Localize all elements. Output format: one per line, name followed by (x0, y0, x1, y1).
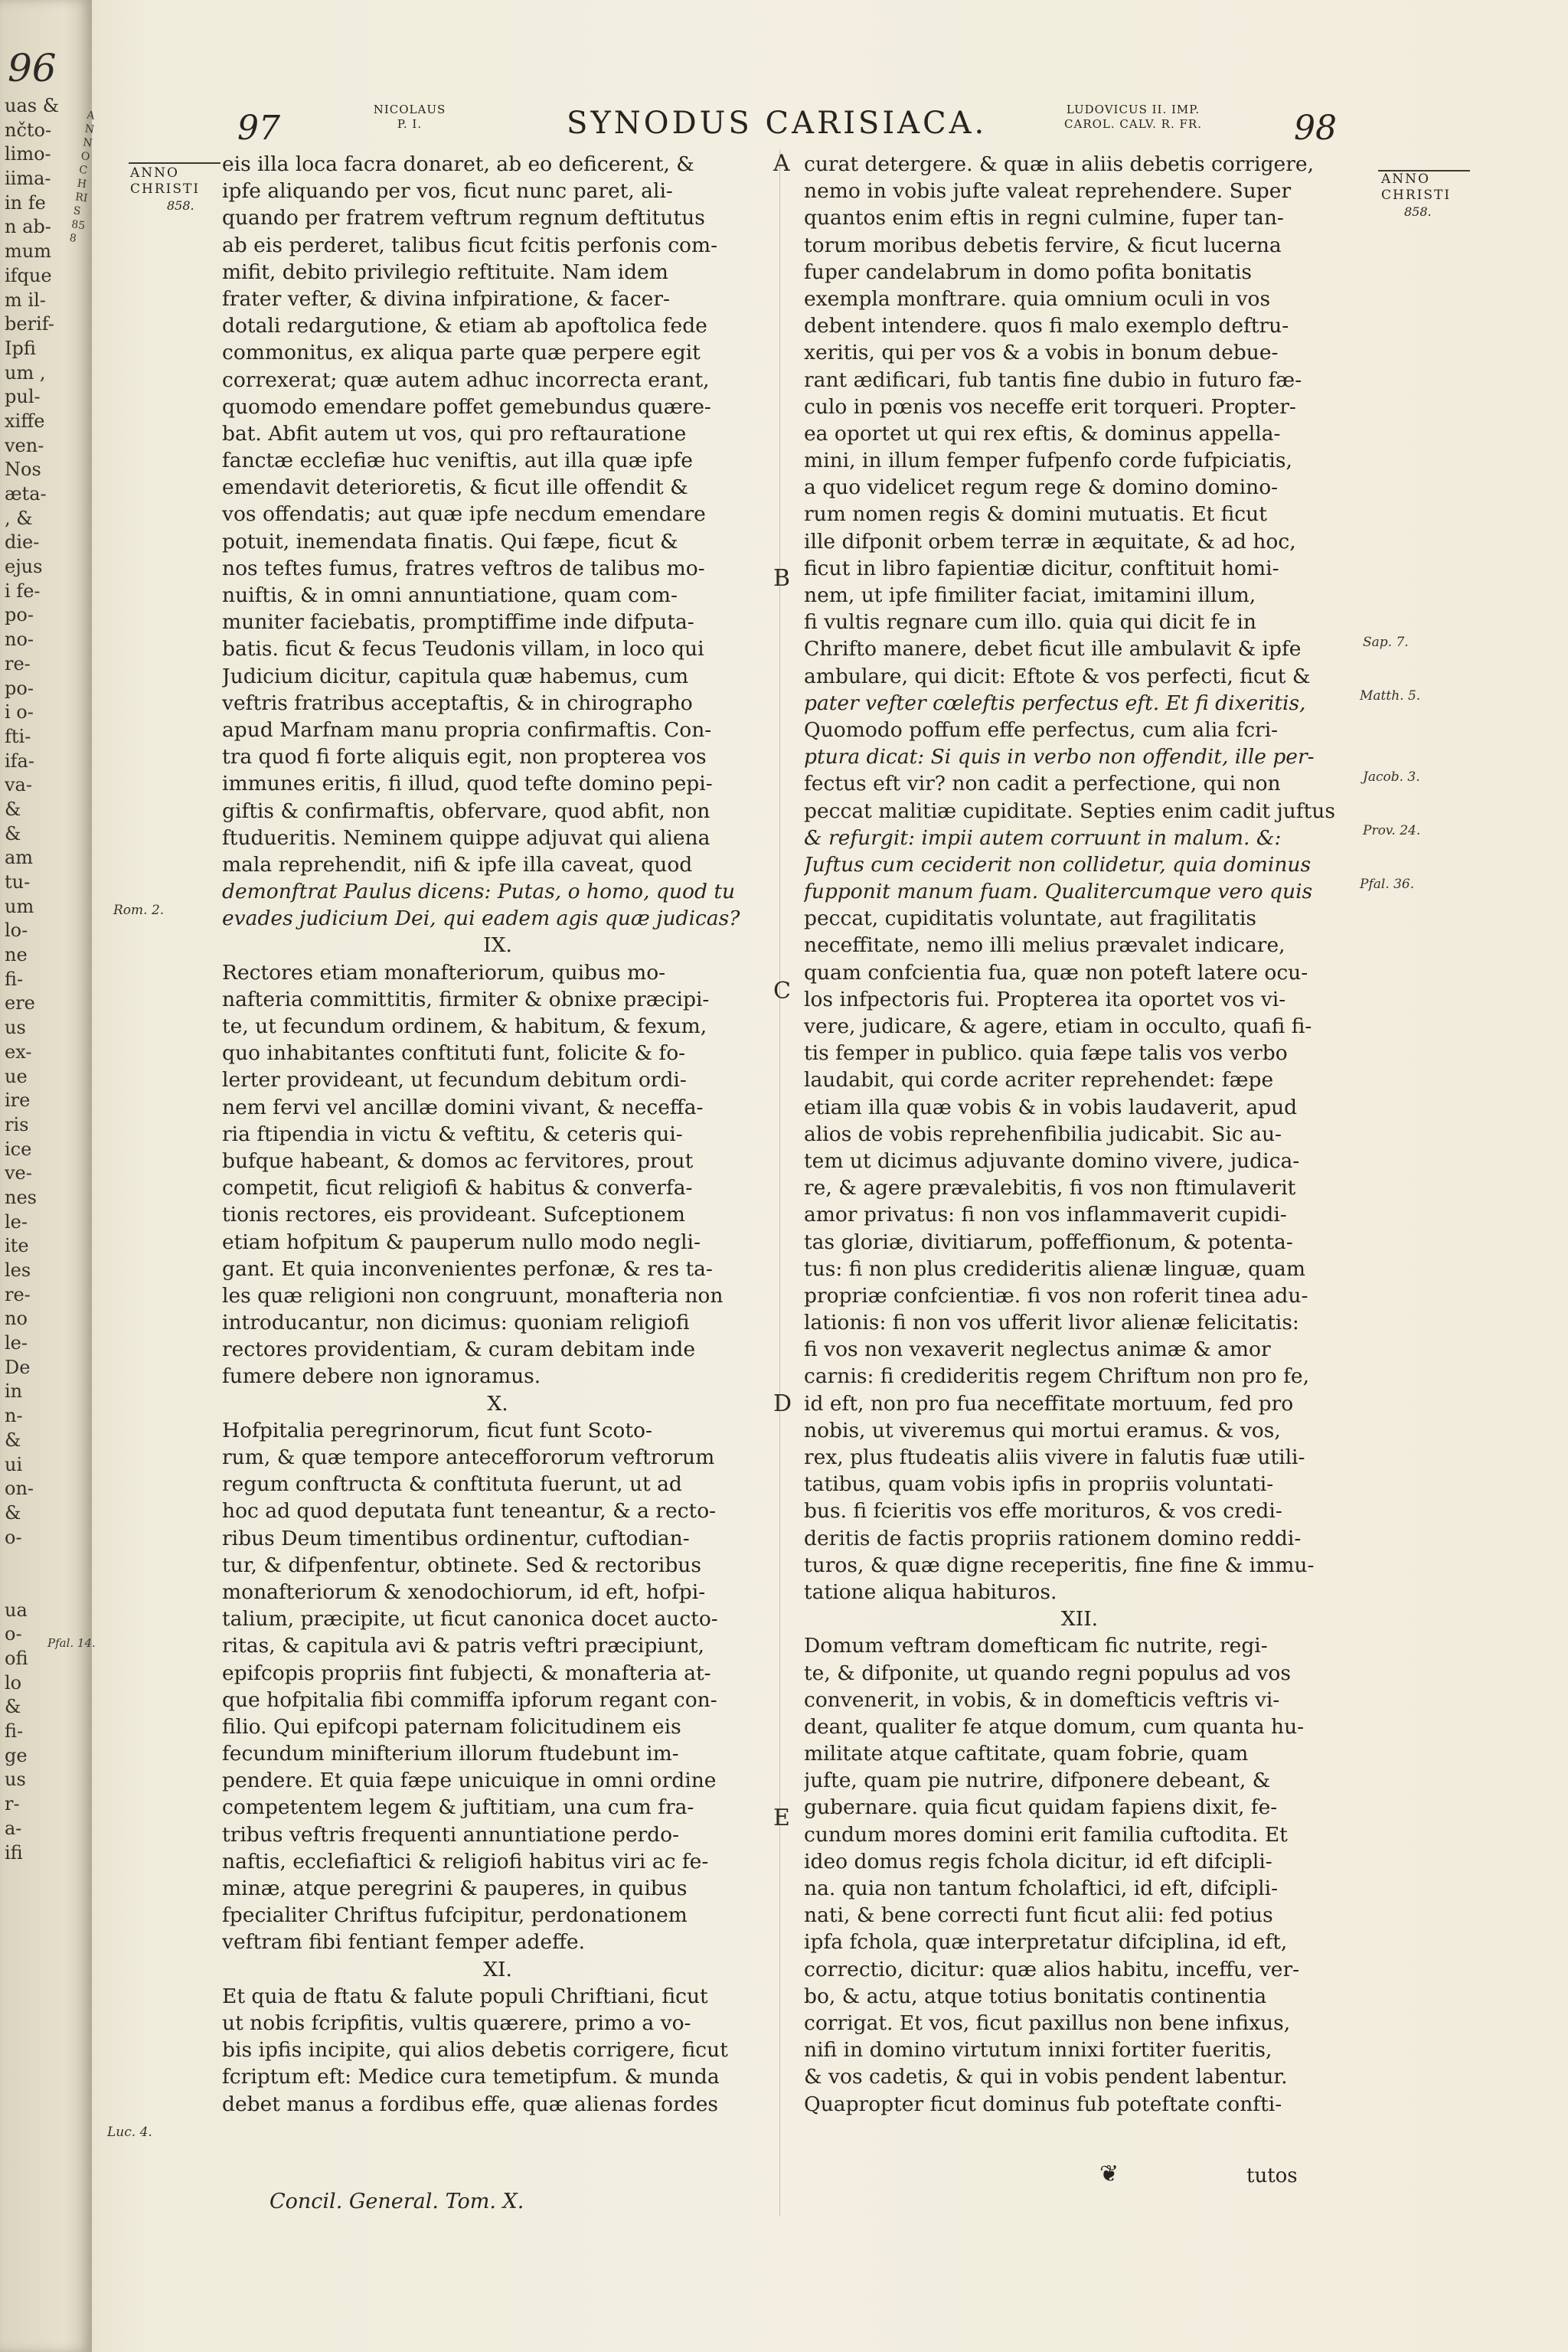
text-line: quo inhabitantes conftituti funt, folicite & fo- (222, 1041, 686, 1066)
text-line: quantos enim eftis in regni culmine, fuper tan- (804, 206, 1284, 230)
text-line: nifi in domino virtutum innixi fortiter fueritis, (804, 2038, 1272, 2063)
text-line: vos offendatis; aut quæ ipfe necdum emendare (222, 502, 706, 527)
section-letter-a: A (773, 150, 790, 177)
text-line: Quapropter ficut dominus fub poteftate confti- (804, 2092, 1282, 2116)
margin-note-rom: Rom. 2. (113, 903, 165, 918)
text-line: nos teftes fumus, fratres veftros de talibus mo- (222, 556, 705, 580)
edge-fragment: re- (5, 652, 31, 675)
header-left-small-line: P. I. (397, 117, 423, 131)
edge-fragment: ve- (5, 1162, 32, 1184)
text-line: na. quia non tantum fcholaftici, id eft, difcipli- (804, 1877, 1279, 1900)
text-line: deant, qualiter fe atque domum, cum quanta hu- (804, 1714, 1305, 1739)
text-line: potuit, inemendata finatis. Qui fæpe, ficut & (222, 529, 678, 554)
text-line: rectores providentiam, & curam debitam inde (222, 1338, 696, 1362)
text-line: bo, & actu, atque totius bonitatis continentia (804, 1984, 1267, 2008)
edge-fragment: nes (5, 1186, 37, 1208)
text-line: ea oportet ut qui rex eftis, & dominus appella- (804, 421, 1281, 446)
edge-fragment: les (5, 1259, 31, 1281)
text-line: rum nomen regis & domini mutuatis. Et ficut (804, 502, 1267, 527)
text-line: lationis: fi non vos ufferit livor alienæ felicitatis: (804, 1311, 1299, 1335)
edge-fragment: ifque (5, 264, 52, 286)
text-line: competentem legem & juftitiam, una cum fra- (222, 1795, 694, 1820)
edge-fragment (5, 1550, 84, 1574)
text-line: jufte, quam pie nutrire, difponere debeant, & (804, 1769, 1271, 1793)
text-line: filio. Qui epifcopi paternam folicitudinem eis (222, 1714, 681, 1739)
header-right-small-line: CAROL. CALV. R. FR. (1064, 117, 1202, 131)
edge-fragment: lo- (5, 920, 28, 942)
text-line: bus. fi fcieritis vos effe morituros, & vos credi- (804, 1499, 1282, 1524)
edge-fragment: & (5, 1429, 21, 1451)
text-line: xeritis, qui per vos & a vobis in bonum debue- (804, 341, 1279, 365)
text-line: batis. ficut & fecus Teudonis villam, in loco qui (222, 637, 704, 662)
margin-note-prov: Prov. 24. (1363, 823, 1421, 838)
edge-fragment: ere (5, 992, 35, 1014)
edge-fragment: ui (5, 1453, 23, 1475)
edge-fragment: ite (5, 1235, 29, 1257)
text-line: gant. Et quia inconvenientes perfonæ, & res ta- (222, 1256, 713, 1281)
year-box-left (130, 165, 200, 214)
edge-fragment: die- (5, 531, 40, 554)
text-line: Rectores etiam monafteriorum, quibus mo- (222, 960, 666, 985)
text-line: nati, & bene correcti funt ficut alii: fed potius (804, 1903, 1273, 1928)
text-line: te, & difponite, ut quando regni populus ad vos (804, 1661, 1291, 1685)
section-letter-c: C (773, 978, 791, 1004)
edge-fragment: lo (5, 1671, 22, 1694)
text-line: cundum mores domini erit familia cuftodita. Et (804, 1822, 1288, 1847)
header-left-small (360, 103, 459, 132)
text-line: dotali redargutione, & etiam ab apoftolica fede (222, 314, 707, 338)
text-line: eis illa loca facra donaret, ab eo deficerent, & (222, 152, 694, 176)
page-number-left: 97 (237, 109, 280, 148)
text-line: ptura dicat: Si quis in verbo non offendit, ille per- (804, 745, 1315, 769)
text-line: monafteriorum & xenodochiorum, id eft, hofpi- (222, 1579, 706, 1604)
edge-fragment: iima- (5, 168, 51, 190)
edge-fragment: ven- (5, 434, 44, 456)
text-line: Domum veftram domefticam fic nutrite, regi- (804, 1634, 1268, 1658)
text-line: peccat, cupiditatis voluntate, aut fragilitatis (804, 906, 1256, 931)
margin-note-matth: Matth. 5. (1360, 688, 1421, 704)
text-line: muniter faciebatis, promptiffime inde difputa- (222, 610, 694, 635)
text-line: naftis, ecclefiaftici & religiofi habitus viri ac fe- (222, 1849, 709, 1873)
text-line: te, ut fecundum ordinem, & habitum, & fexum, (222, 1014, 707, 1038)
text-line: competit, ficut religiofi & habitus & converfa- (222, 1176, 693, 1200)
header-right-small-line: LUDOVICUS II. IMP. (1066, 103, 1200, 116)
text-line: nemo in vobis jufte valeat reprehendere. Super (804, 179, 1292, 204)
edge-fragment: ice (5, 1138, 32, 1160)
edge-fragment: ge (5, 1744, 28, 1766)
year-value: 858. (1404, 204, 1432, 219)
year-label: ANNO (130, 165, 179, 181)
text-line: mini, in illum femper fufpenfo corde fufpiciatis, (804, 449, 1292, 473)
edge-note-psalm: Pfal. 14. (47, 1636, 96, 1650)
text-line: nem, ut ipfe fimiliter faciat, imitamini illum, (804, 583, 1256, 607)
text-line: nuiftis, & in omni annuntiatione, quam com- (222, 583, 678, 607)
edge-fragment: Ipfi (5, 337, 36, 359)
edge-fragment: fi- (5, 1720, 24, 1743)
text-line: evades judicium Dei, qui eadem agis quæ judicas? (222, 906, 740, 931)
edge-fragment: po- (5, 604, 34, 626)
text-line: ipfa fchola, quæ interpretatur difciplina, id eft, (804, 1930, 1288, 1955)
text-line: fecundum minifterium illorum ftudebunt im- (222, 1742, 679, 1766)
text-line: etiam illa quæ vobis & in vobis laudaverit, apud (804, 1095, 1298, 1119)
text-line: frater vefter, & divina infpiratione, & facer- (222, 286, 670, 311)
text-line: bis ipfis incipite, qui alios debetis corrigere, ficut (222, 2038, 728, 2063)
edge-fragment: o- (5, 1623, 22, 1645)
text-line: mifit, debito privilegio reftituite. Nam idem (222, 260, 668, 284)
edge-fragment: le- (5, 1210, 28, 1233)
edge-fragment: ne (5, 944, 28, 966)
text-line: id eft, non pro fua neceffitate mortuum, fed pro (804, 1391, 1294, 1416)
edge-header-fragment: ANNO CHRIS 858 (68, 109, 96, 245)
text-line: veftram fibi fentiant femper adeffe. (222, 1930, 586, 1955)
text-line: Quomodo poffum effe perfectus, cum alia fcri- (804, 717, 1279, 742)
text-line: debent intendere. quos fi malo exemplo deftru- (804, 314, 1289, 338)
edge-fragment: tu- (5, 871, 31, 893)
margin-note-sap: Sap. 7. (1363, 635, 1409, 650)
section-heading-xi: XI. (483, 1957, 512, 1981)
text-line: pendere. Et quia fæpe unicuique in omni ordine (222, 1769, 717, 1793)
text-line: pater vefter cœleftis perfectus eft. Et fi dixeritis, (804, 691, 1306, 715)
edge-fragment: va- (5, 774, 32, 796)
edge-fragment: De (5, 1356, 31, 1378)
edge-fragment: ejus (5, 556, 43, 578)
text-line: correxerat; quæ autem adhuc incorrecta erant, (222, 368, 710, 392)
edge-fragment: & (5, 798, 21, 820)
text-line: gubernare. quia ficut quidam fapiens dixit, fe- (804, 1795, 1278, 1820)
text-line: fupponit manum fuam. Qualitercumque vero quis (804, 880, 1313, 904)
text-line: peccat malitiæ cupiditate. Septies enim cadit juftus (804, 799, 1335, 823)
column-divider (779, 149, 780, 2216)
edge-fragment: xiffe (5, 410, 45, 432)
page-number-right: 98 (1294, 109, 1337, 148)
text-line: neceffitate, nemo illi melius prævalet indicare, (804, 933, 1285, 958)
text-line: rant ædificari, fub tantis fine dubio in futuro fæ- (804, 368, 1302, 392)
text-line: lerter provideant, ut fecundum debitum ordi- (222, 1068, 687, 1093)
text-line: fcriptum eft: Medice cura temetipfum. & munda (222, 2065, 720, 2089)
edge-fragment: pul- (5, 386, 41, 408)
text-line: tatione aliqua habituros. (804, 1579, 1057, 1604)
edge-fragment: n ab- (5, 216, 51, 238)
text-line: Hofpitalia peregrinorum, ficut funt Scoto- (222, 1418, 652, 1442)
text-line: tus: fi non plus credideritis alienæ linguæ, quam (804, 1256, 1305, 1281)
margin-note-jacob: Jacob. 3. (1363, 769, 1420, 785)
year-box-right (1381, 172, 1451, 220)
text-line: regum conftructa & conftituta fuerunt, ut ad (222, 1472, 682, 1497)
ornament: ❦ (1099, 2161, 1119, 2187)
text-line: deritis de factis propriis rationem domino reddi- (804, 1526, 1302, 1550)
text-line: immunes eritis, fi illud, quod tefte domino pepi- (222, 772, 713, 796)
edge-page-number: 96 (8, 46, 57, 90)
edge-fragment: o- (5, 1526, 22, 1548)
edge-fragment: mum (5, 240, 51, 263)
section-letter-e: E (773, 1805, 790, 1831)
edge-fragment: limo- (5, 143, 51, 165)
text-line: etiam hofpitum & pauperum nullo modo negli- (222, 1230, 701, 1254)
edge-fragment: no (5, 1308, 28, 1330)
header-right-small (1037, 103, 1229, 132)
edge-fragment: re- (5, 1283, 31, 1305)
section-letter-d: D (773, 1390, 792, 1417)
edge-fragment: i fe- (5, 580, 41, 602)
edge-fragment: & (5, 822, 21, 844)
edge-fragment: um (5, 895, 34, 917)
text-line: nafteria committitis, firmiter & obnixe præcipi- (222, 987, 710, 1011)
text-line: tra quod fi forte aliquis egit, non propterea vos (222, 745, 707, 769)
edge-fragment: po- (5, 677, 34, 699)
text-line: militate atque caftitate, quam fobrie, quam (804, 1742, 1249, 1766)
text-column-left (222, 151, 773, 2118)
edge-fragment: ifi (5, 1841, 23, 1864)
text-line: bat. Abfit autem ut vos, qui pro reftauratione (222, 421, 687, 446)
edge-fragment: ofi (5, 1648, 28, 1669)
text-line: commonitus, ex aliqua parte quæ perpere egit (222, 341, 701, 365)
text-line: quomodo emendare poffet gemebundus quære- (222, 394, 711, 419)
text-line: ribus Deum timentibus ordinentur, cuftodian- (222, 1526, 690, 1550)
text-line: giftis & confirmaftis, obfervare, quod abfit, non (222, 799, 710, 823)
text-line: que hofpitalia fibi commiffa ipforum regant con- (222, 1687, 717, 1712)
text-line: Et quia de ftatu & falute populi Chriftiani, ficut (222, 1984, 708, 2008)
edge-fragment: ris (5, 1113, 29, 1135)
running-title: SYNODUS CARISIACA. (567, 106, 988, 141)
edge-fragment: us (5, 1017, 26, 1039)
text-line: debet manus a fordibus effe, quæ alienas fordes (222, 2092, 718, 2116)
text-column-right (804, 151, 1355, 2118)
edge-fragment: us (5, 1769, 26, 1791)
text-line: tas gloriæ, divitiarum, poffeffionum, & potenta- (804, 1230, 1293, 1254)
text-line: carnis: fi credideritis regem Chriftum non pro fe, (804, 1364, 1310, 1389)
edge-fragment: fti- (5, 725, 31, 747)
text-line: ideo domus regis fchola dicitur, id eft difcipli- (804, 1849, 1272, 1873)
text-line: los infpectoris fui. Propterea ita oportet vos vi- (804, 987, 1286, 1011)
edge-fragment: nčto- (5, 119, 52, 141)
edge-fragment: ire (5, 1089, 31, 1112)
section-letter-b: B (773, 565, 791, 592)
text-line: & refurgit: impii autem corruunt in malum. &: (804, 825, 1282, 850)
edge-fragment: in (5, 1380, 23, 1403)
text-line: nem fervi vel ancillæ domini vivant, & neceffa- (222, 1095, 704, 1119)
edge-fragment: um , (5, 361, 46, 384)
text-line: ambulare, qui dicit: Eftote & vos perfecti, ficut & (804, 664, 1311, 688)
text-line: amor privatus: fi non vos inflammaverit cupidi- (804, 1203, 1287, 1227)
text-line: fi vultis regnare cum illo. quia qui dicit fe in (804, 610, 1256, 635)
text-line: bufque habeant, & domos ac fervitores, prout (222, 1148, 694, 1173)
text-line: tionis rectores, eis provideant. Sufceptionem (222, 1203, 685, 1227)
text-line: ritas, & capitula avi & patris veftri præcipiunt, (222, 1634, 704, 1658)
edge-fragment: fi- (5, 968, 24, 990)
text-line: convenerit, in vobis, & in domefticis veftris vi- (804, 1687, 1280, 1712)
text-line: introducantur, non dicimus: quoniam religiofi (222, 1311, 690, 1335)
section-heading-xii: XII. (1060, 1607, 1099, 1632)
edge-fragment: i o- (5, 701, 34, 724)
text-line: tis femper in publico. quia fæpe talis vos verbo (804, 1041, 1288, 1066)
footer-signature: Concil. General. Tom. X. (270, 2190, 524, 2213)
margin-note-psal: Pfal. 36. (1360, 877, 1415, 892)
text-line: Judicium dicitur, capitula quæ habemus, cum (222, 664, 689, 688)
text-line: a quo videlicet regum rege & domino domino- (804, 475, 1279, 500)
text-line: curat detergere. & quæ in aliis debetis corrigere, (804, 152, 1314, 176)
text-line: quam confcientia fua, quæ non poteft latere ocu- (804, 960, 1308, 985)
text-line: rum, & quæ tempore anteceffororum veftrorum (222, 1446, 715, 1469)
text-line: ille difponit orbem terræ in æquitate, & ad hoc, (804, 529, 1296, 554)
text-line: ut nobis fcripfitis, vultis quærere, primo a vo- (222, 2011, 691, 2035)
edge-fragment: berif- (5, 313, 54, 335)
text-line: tur, & difpenfentur, obtinete. Sed & rectoribus (222, 1553, 701, 1577)
text-line: hoc ad quod deputata funt teneantur, & a recto- (222, 1499, 717, 1524)
text-line: ria ftipendia in victu & veftitu, & ceteris qui- (222, 1122, 683, 1146)
edge-fragment: & (5, 1696, 21, 1718)
text-line: & vos cadetis, & qui in vobis pendent labentur. (804, 2065, 1288, 2089)
text-line: fectus eft vir? non cadit a perfectione, qui non (804, 772, 1281, 796)
edge-fragment (5, 1574, 84, 1599)
text-line: apud Marfnam manu propria confirmaftis. Con- (222, 717, 712, 742)
text-line: fi vos non vexaverit neglectus animæ & amor (804, 1338, 1271, 1362)
catchword: tutos (1246, 2164, 1298, 2187)
text-line: ab eis perderet, talibus ficut fcitis perfonis com- (222, 233, 718, 257)
edge-fragment: uas & (5, 95, 60, 116)
text-line: mala reprehendit, nifi & ipfe illa caveat, quod (222, 852, 693, 877)
text-line: turos, & quæ digne receperitis, fine fine & immu- (804, 1553, 1315, 1577)
text-line: torum moribus debetis fervire, & ficut lucerna (804, 233, 1282, 257)
text-line: demonftrat Paulus dicens: Putas, o homo, quod tu (222, 880, 736, 904)
section-heading-x: X. (487, 1391, 508, 1416)
header-rule-left (129, 162, 220, 164)
text-line: fpecialiter Chriftus fufcipitur, perdonationem (222, 1903, 688, 1928)
text-line: tribus veftris frequenti annuntiatione perdo- (222, 1822, 680, 1847)
text-line: tatibus, quam vobis ipfis in propriis voluntati- (804, 1472, 1274, 1497)
text-line: re, & agere prævalebitis, fi vos non ftimulaverit (804, 1176, 1296, 1200)
edge-fragment: ex- (5, 1040, 32, 1063)
margin-note-luc: Luc. 4. (107, 2125, 152, 2140)
text-line: les quæ religioni non congruunt, monafteria non (222, 1283, 724, 1308)
text-line: ftudueritis. Neminem quippe adjuvat qui aliena (222, 825, 710, 850)
text-line: vere, judicare, & agere, etiam in occulto, quafi fi- (804, 1014, 1312, 1038)
text-line: ficut in libro fapientiæ dicitur, conftituit homi- (804, 556, 1279, 580)
text-line: exempla monftrare. quia omnium oculi in vos (804, 286, 1271, 311)
text-line: nobis, ut viveremus qui mortui eramus. & vos, (804, 1418, 1281, 1442)
year-label: CHRISTI (1381, 188, 1452, 203)
edge-fragment: on- (5, 1478, 34, 1500)
edge-fragment: le- (5, 1332, 28, 1354)
year-label: CHRISTI (130, 181, 201, 197)
text-line: tem ut dicimus adjuvante domino vivere, judica- (804, 1148, 1300, 1173)
year-label: ANNO (1381, 172, 1430, 187)
text-line: veftris fratribus acceptaftis, & in chirographo (222, 691, 693, 715)
text-line: laudabit, qui corde acriter reprehendet: fæpe (804, 1068, 1274, 1093)
text-line: epifcopis propriis fint fubjecti, & monafteria at- (222, 1661, 711, 1685)
year-value: 858. (167, 198, 194, 213)
edge-fragment: Nos (5, 459, 41, 481)
text-line: emendavit deterioretis, & ficut ille offendit & (222, 475, 688, 500)
text-line: quando per fratrem veftrum regnum deftitutus (222, 206, 705, 230)
edge-fragment: am (5, 847, 34, 869)
text-line: culo in pœnis vos neceffe erit torqueri. Propter- (804, 394, 1296, 419)
edge-fragment: no- (5, 629, 34, 651)
header-left-small-line: NICOLAUS (373, 103, 446, 116)
text-line: propriæ confcientiæ. fi vos non roferit tinea adu- (804, 1283, 1308, 1308)
edge-fragment: ua (5, 1599, 28, 1621)
text-line: talium, præcipite, ut ficut canonica docet aucto- (222, 1607, 718, 1632)
text-line: fanctæ ecclefiæ huc veniftis, aut illa quæ ipfe (222, 449, 693, 473)
text-line: Juftus cum ceciderit non collidetur, quia dominus (804, 852, 1312, 877)
edge-fragment: ue (5, 1065, 28, 1087)
edge-fragment: m il- (5, 289, 46, 311)
edge-fragment: , & (5, 507, 33, 529)
edge-fragment: ifa- (5, 750, 34, 772)
edge-fragment: n- (5, 1405, 23, 1427)
text-line: minæ, atque peregrini & pauperes, in quibus (222, 1877, 688, 1900)
edge-fragment: & (5, 1501, 21, 1524)
text-line: fumere debere non ignoramus. (222, 1364, 541, 1389)
text-line: alios de vobis reprehenfibilia judicabit. Sic au- (804, 1122, 1282, 1146)
edge-fragment: æta- (5, 483, 47, 505)
text-line: correctio, dicitur: quæ alios habitu, inceffu, ver- (804, 1957, 1300, 1981)
text-line: corrigat. Et vos, ficut paxillus non bene infixus, (804, 2011, 1291, 2035)
edge-fragment: r- (5, 1793, 20, 1815)
text-line: ipfe aliquando per vos, ficut nunc paret, ali- (222, 179, 673, 204)
edge-text-fragments (5, 94, 84, 1865)
text-line: Chrifto manere, debet ficut ille ambulavit & ipfe (804, 637, 1302, 662)
edge-fragment: in fe (5, 191, 46, 214)
text-line: rex, plus ftudeatis aliis vivere in falutis fuæ utili- (804, 1446, 1305, 1469)
edge-fragment: a- (5, 1817, 22, 1839)
section-heading-ix: IX. (483, 933, 512, 958)
text-line: fuper candelabrum in domo pofita bonitatis (804, 260, 1252, 284)
